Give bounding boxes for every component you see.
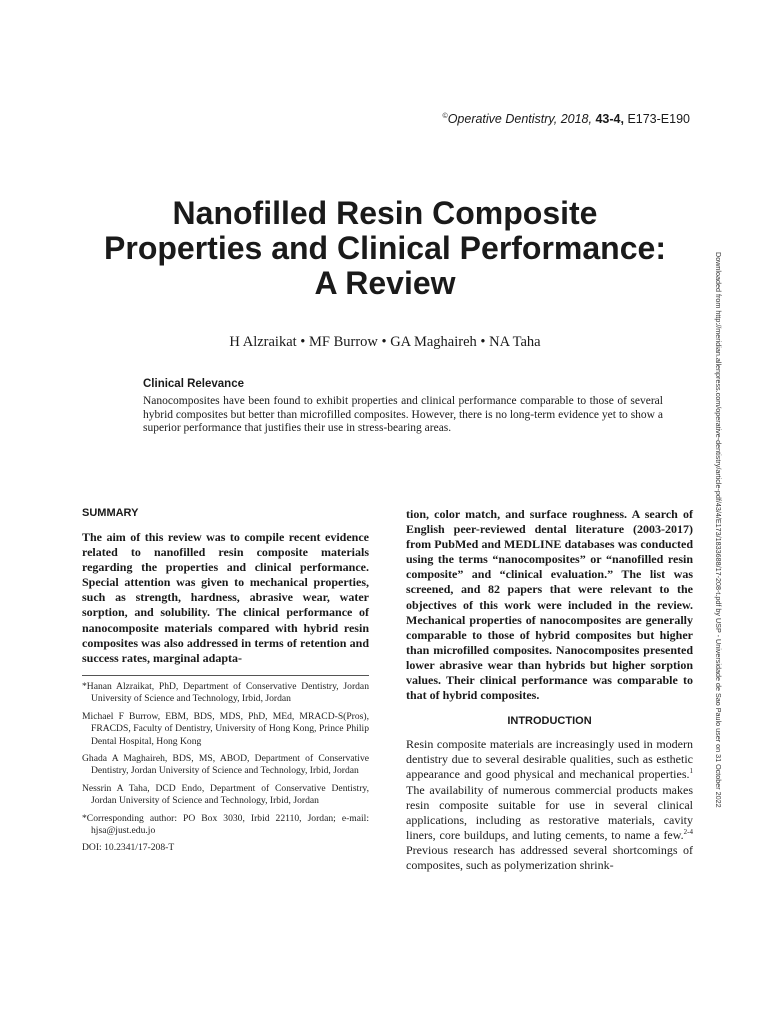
author-list: H Alzraikat • MF Burrow • GA Maghaireh • NA Taha <box>229 334 541 350</box>
reference-2-4: 2-4 <box>683 827 693 836</box>
footnote-corresponding-author: *Corresponding author: PO Box 3030, Irbid 22110, Jordan; e-mail: hjsa@just.edu.jo <box>82 812 369 837</box>
left-column <box>82 507 369 666</box>
introduction-paragraph <box>406 737 693 873</box>
footnotes <box>82 681 369 860</box>
summary-heading: SUMMARY <box>82 507 139 519</box>
journal-issue: 43-4, <box>595 112 624 126</box>
intro-text-b: The availability of numerous commercial products makes resin composite suitable for use in several clinical applications, including as restorative materials, cavity liners, core buildups, and luting cements, to name a few. <box>406 782 693 842</box>
summary-text-right: tion, color match, and surface roughness. A search of English peer-reviewed dental literature (2003-2017) from PubMed and MEDLINE databases was conducted using the terms “nanocomposites” or “nanofilled resin composite” and “clinical evaluation.” The list was screened, and 82 papers that were relevant to the objectives of this work were included in the review. Mechanical properties of nanocomposites are generally comparable to those of hybrid composites but higher than microfilled composites. Nanocomposites presented lower abrasive wear than hybrids but higher sorption values. Their clinical performance was comparable to that of hybrid composites. <box>406 507 693 703</box>
footnote-author-1: *Hanan Alzraikat, PhD, Department of Conservative Dentistry, Jordan University of Science and Technology, Irbid, Jordan <box>82 681 369 705</box>
reference-1: 1 <box>689 767 693 776</box>
clinical-relevance-heading: Clinical Relevance <box>143 378 244 390</box>
right-column <box>406 507 693 873</box>
journal-reference <box>443 112 690 126</box>
journal-name: Operative Dentistry, 2018, <box>447 112 592 126</box>
download-side-note: Downloaded from http://meridian.allenpress.com/operative-dentistry/article-pdf/43/4/E173/1833688/17-208-t.pdf by USP - Universidade de Sao Paulo user on 31 October 2022 <box>714 252 723 808</box>
article-title: Nanofilled Resin Composite Properties and Clinical Performance: A Review <box>104 195 666 301</box>
footnote-divider <box>82 675 369 676</box>
copyright-mark: © <box>442 112 448 120</box>
intro-text-c: Previous research has addressed several shortcomings of composites, such as polymerization shrink- <box>406 842 693 872</box>
intro-text-a: Resin composite materials are increasingly used in modern dentistry due to several desirable qualities, such as esthetic appearance and good physical and mechanical properties. <box>406 737 693 782</box>
journal-pages: E173-E190 <box>627 112 690 126</box>
clinical-relevance-text: Nanocomposites have been found to exhibit properties and clinical performance comparable to those of several hybrid composites but better than microfilled composites. However, there is no long-term evidence yet to show a superior performance that justifies their use in stress-bearing areas. <box>143 395 663 435</box>
footnote-author-3: Ghada A Maghaireh, BDS, MS, ABOD, Department of Conservative Dentistry, Jordan University of Science and Technology, Irbid, Jordan <box>82 753 369 777</box>
summary-text-left: The aim of this review was to compile recent evidence related to nanofilled resin composite materials regarding the properties and clinical performance. Special attention was given to mechanical properties, such as strength, hardness, abrasive wear, water sorption, and solubility. The clinical performance of nanocomposite materials compared with hybrid resin composites was also addressed in terms of retention and success rates, marginal adapta- <box>82 530 369 665</box>
footnote-author-4: Nessrin A Taha, DCD Endo, Department of Conservative Dentistry, Jordan University of Science and Technology, Irbid, Jordan <box>82 782 369 807</box>
introduction-heading: INTRODUCTION <box>507 715 592 728</box>
footnote-author-2: Michael F Burrow, EBM, BDS, MDS, PhD, MEd, MRACD-S(Pros), FRACDS, Faculty of Dentistry, University of Hong Kong, Prince Philip Dental Hospital, Hong Kong <box>82 710 369 747</box>
doi: DOI: 10.2341/17-208-T <box>82 842 175 854</box>
